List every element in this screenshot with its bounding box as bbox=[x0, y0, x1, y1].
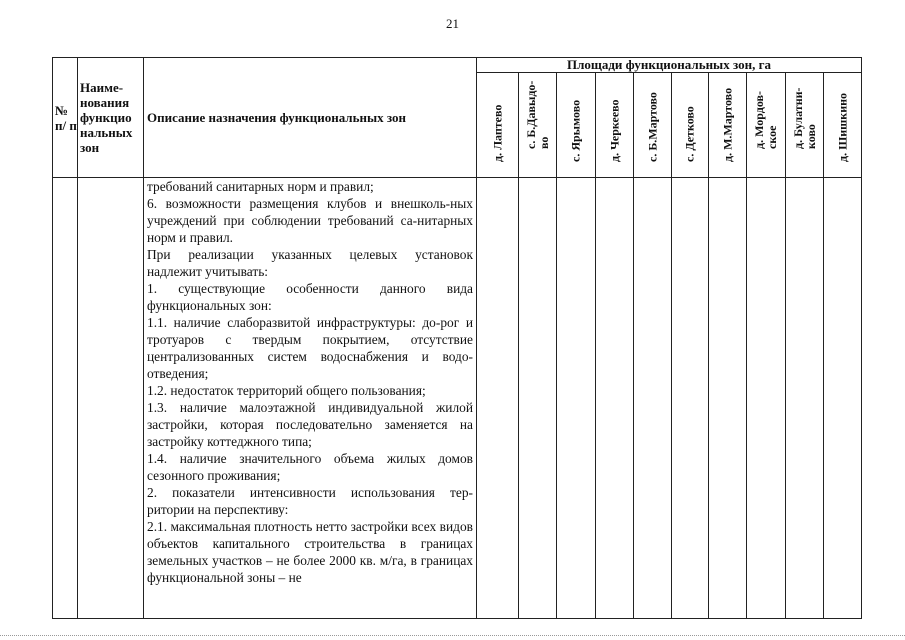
description-line: требований санитарных норм и правил; bbox=[147, 179, 374, 194]
header-description: Описание назначения функциональных зон bbox=[144, 58, 477, 178]
area-cell bbox=[519, 178, 557, 619]
description-line: 1.4. наличие значительного объема жилых домов сезонного проживания; bbox=[147, 451, 473, 483]
area-cell bbox=[634, 178, 672, 619]
village-label: д. М.Мартово bbox=[720, 87, 734, 162]
description-line: 2.1. максимальная плотность нетто застройки всех видов объектов капитального строительства в границах земельных участков – не более 2000 кв. м/га, в границах функциональной зоны – не bbox=[147, 519, 473, 585]
description-line: 1.2. недостаток территорий общего пользования; bbox=[147, 383, 426, 398]
area-cell bbox=[747, 178, 786, 619]
description-line: 1. существующие особенности данного вида функциональных зон: bbox=[147, 281, 473, 313]
village-label: с. Б.Мартово bbox=[645, 92, 659, 162]
header-village-lapteevo bbox=[477, 73, 519, 178]
area-cell bbox=[596, 178, 634, 619]
header-village-cherkeevo bbox=[596, 73, 634, 178]
description-line: 6. возможности размещения клубов и внешколь-ных учреждений при соблюдении требований са-нитарных норм и правил. bbox=[147, 196, 473, 245]
village-label: д. Лаптево bbox=[490, 104, 504, 162]
area-cell bbox=[824, 178, 862, 619]
header-village-detkovo bbox=[672, 73, 709, 178]
area-cell bbox=[786, 178, 824, 619]
area-cell bbox=[477, 178, 519, 619]
description-line: 1.3. наличие малоэтажной индивидуальной жилой застройки, которая последовательно заменяется на застройку коттеджного типа; bbox=[147, 400, 473, 449]
village-label: д. Булатни- ково bbox=[790, 87, 818, 149]
page-bottom-divider bbox=[0, 635, 905, 636]
area-cell bbox=[557, 178, 596, 619]
village-label: д. Черкеево bbox=[607, 99, 621, 162]
header-village-shishkino bbox=[824, 73, 862, 178]
area-cell bbox=[672, 178, 709, 619]
description-line: При реализации указанных целевых установок надлежит учитывать: bbox=[147, 247, 473, 279]
functional-zones-table bbox=[52, 57, 862, 619]
cell-zone-name bbox=[78, 178, 144, 619]
header-village-bulatnikovo bbox=[786, 73, 824, 178]
header-areas-group: Площади функциональных зон, га bbox=[477, 58, 862, 73]
page-number: 21 bbox=[446, 16, 459, 31]
village-label: с. Детково bbox=[682, 106, 697, 162]
header-number: № п/ п bbox=[53, 58, 78, 178]
village-label: с. Б.Давыдо- во bbox=[523, 80, 551, 149]
header-village-mordovskoe bbox=[747, 73, 786, 178]
area-cell bbox=[709, 178, 747, 619]
header-village-b-martovo bbox=[634, 73, 672, 178]
header-village-m-martovo bbox=[709, 73, 747, 178]
header-village-yarymovo bbox=[557, 73, 596, 178]
cell-number bbox=[53, 178, 78, 619]
description-line: 1.1. наличие слаборазвитой инфраструктуры: до-рог и тротуаров с твердым покрытием, отсутствие централизованных систем водоснабжения и водо-отведения; bbox=[147, 315, 473, 381]
description-cell bbox=[144, 178, 477, 619]
village-label: с. Ярымово bbox=[568, 99, 583, 162]
description-line: 2. показатели интенсивности использования тер-ритории на перспективу: bbox=[147, 485, 473, 517]
header-village-b-davydovo bbox=[519, 73, 557, 178]
header-zone-name: Наиме-нования функцио нальных зон bbox=[78, 58, 144, 178]
village-label: д. Мордов- ское bbox=[752, 90, 779, 149]
village-label: д. Шишкино bbox=[835, 92, 849, 162]
